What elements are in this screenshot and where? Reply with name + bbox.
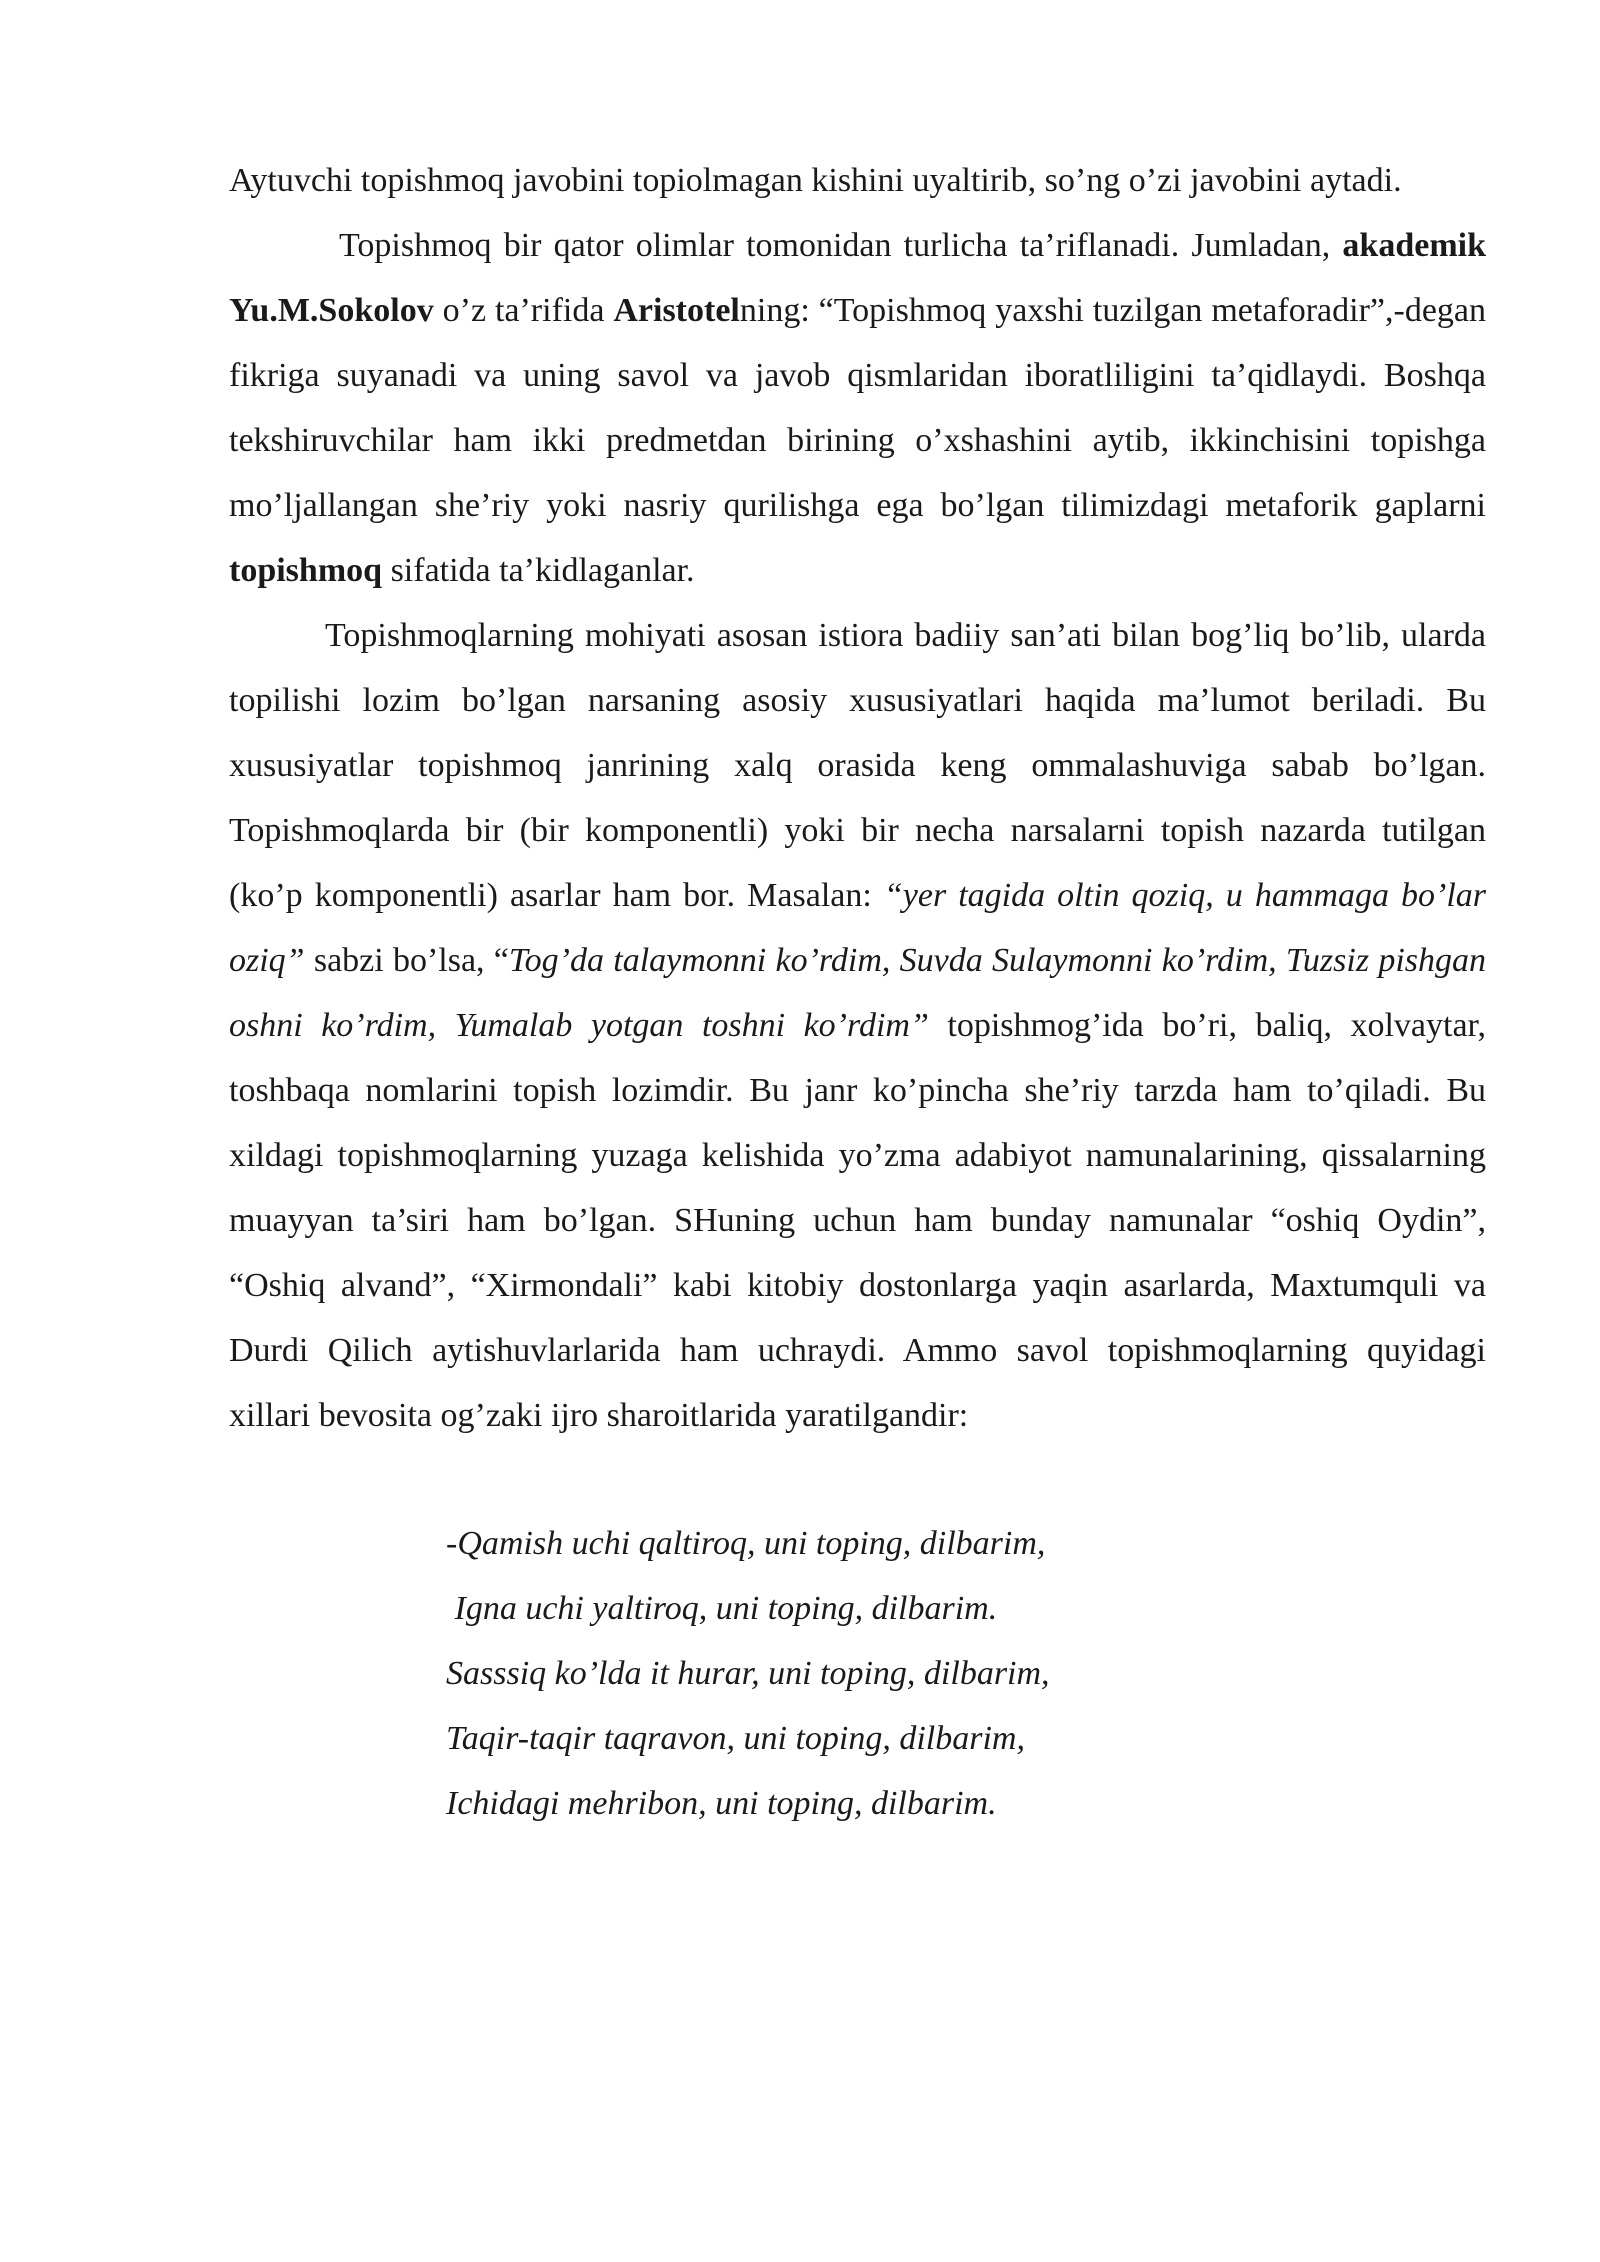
poem-line: Taqir-taqir taqravon, uni toping, dilbarim, [446, 1720, 1025, 1757]
paragraph-2-text-b: o’z ta’rifida [433, 292, 614, 329]
paragraph-2-text-c: ning: “Topishmoq yaxshi tuzilgan metaforadir”,-degan fikriga suyanadi va uning savol va javob qismlaridan iboratliligini ta’qidlaydi. Boshqa tekshiruvchilar ham ikki predmetdan birining o’xshashini aytib, ikkinchisini topishga mo’ljallangan she’riy yoki nasriy qurilishga ega bo’lgan tilimizdagi metaforik gaplarni [229, 292, 1486, 524]
paragraph-1-text: Aytuvchi topishmoq javobini topiolmagan kishini uyaltirib, so’ng o’zi javobini aytadi. [229, 162, 1402, 199]
paragraph-2 [229, 213, 1486, 603]
paragraph-1 [229, 148, 1486, 213]
paragraph-2-text-a: Topishmoq bir qator olimlar tomonidan turlicha ta’riflanadi. Jumladan, [339, 227, 1343, 264]
paragraph-3-text-c: topishmog’ida bo’ri, baliq, xolvaytar, toshbaqa nomlarini topish lozimdir. Bu janr ko’pincha she’riy tarzda ham to’qiladi. Bu xildagi topishmoqlarning yuzaga kelishida yo’zma adabiyot namunalarining, qissalarning muayyan ta’siri ham bo’lgan. SHuning uchun ham bunday namunalar “oshiq Oydin”, “Oshiq alvand”, “Xirmondali” kabi kitobiy dostonlarga yaqin asarlarda, Maxtumquli va Durdi Qilich aytishuvlarlarida ham uchraydi. Ammo savol topishmoqlarning quyidagi xillari bevosita og’zaki ijro sharoitlarida yaratilgandir: [229, 1007, 1486, 1434]
riddle-example-2: Tog’da talaymonni ko’rdim, Suvda Sulaymonni ko’rdim, Tuzsiz pishgan oshni ko’rdim, Yumalab yotgan toshni ko’rdim” [229, 942, 1486, 1044]
paragraph-2-text-d: sifatida ta’kidlaganlar. [382, 552, 695, 589]
bold-term-topishmoq: topishmoq [229, 552, 383, 589]
document-page [229, 148, 1486, 1836]
poem-line: -Qamish uchi qaltiroq, uni toping, dilbarim, [446, 1525, 1046, 1562]
bold-author-sokolov: akademik Yu.M.Sokolov [229, 227, 1486, 329]
bold-author-aristotel: Aristotel [613, 292, 740, 329]
poem-line: Igna uchi yaltiroq, uni toping, dilbarim. [446, 1590, 998, 1627]
poem-block [229, 1511, 1486, 1836]
paragraph-3-text-b: sabzi bo’lsa, “ [304, 942, 509, 979]
poem-line: Sasssiq ko’lda it hurar, uni toping, dilbarim, [446, 1655, 1050, 1692]
riddle-example-1: “yer tagida oltin qoziq, u hammaga bo’lar oziq” [229, 877, 1486, 979]
paragraph-3 [229, 603, 1486, 1448]
poem-line: Ichidagi mehribon, uni toping, dilbarim. [446, 1785, 997, 1822]
paragraph-3-text-a: Topishmoqlarning mohiyati asosan istiora badiiy san’ati bilan bog’liq bo’lib, ularda topilishi lozim bo’lgan narsaning asosiy xususiyatlari haqida ma’lumot beriladi. Bu xususiyatlar topishmoq janrining xalq orasida keng ommalashuviga sabab bo’lgan. Topishmoqlarda bir (bir komponentli) yoki bir necha narsalarni topish nazarda tutilgan (ko’p komponentli) asarlar ham bor. Masalan: [229, 617, 1486, 914]
